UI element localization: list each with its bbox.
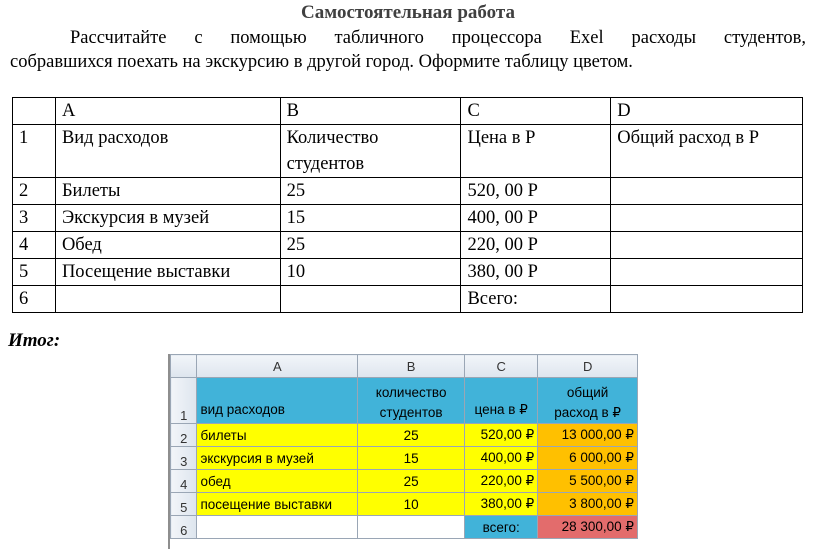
sheet-cell[interactable]: 13 000,00 ₽ (538, 424, 638, 447)
sheet-cell[interactable]: 10 (358, 493, 465, 516)
table-row (13, 286, 803, 313)
sheet-cell[interactable] (538, 378, 638, 424)
result-label: Итог: (8, 330, 61, 351)
column-header-a[interactable]: A (197, 355, 358, 378)
spreadsheet-screenshot (168, 354, 650, 549)
sheet-cell[interactable] (358, 516, 465, 539)
table-row (171, 424, 638, 447)
sheet-cell[interactable]: посещение выставки (197, 493, 358, 516)
table-cell (13, 98, 56, 125)
sheet-cell[interactable]: 380,00 ₽ (465, 493, 538, 516)
total-label-cell[interactable]: всего: (465, 516, 538, 539)
table-cell: 5 (13, 259, 56, 286)
sheet-cell[interactable]: 6 000,00 ₽ (538, 447, 638, 470)
header-text: расход в ₽ (554, 405, 621, 420)
table-cell (280, 286, 461, 313)
table-cell: 520, 00 Р (461, 178, 611, 205)
table-cell: 25 (280, 232, 461, 259)
table-cell: Билеты (55, 178, 280, 205)
table-cell: Экскурсия в музей (55, 205, 280, 232)
table-cell: 380, 00 Р (461, 259, 611, 286)
sheet-cell[interactable]: вид расходов (197, 378, 358, 424)
table-cell (55, 286, 280, 313)
table-cell: Количество студентов (280, 125, 461, 178)
page-title: Самостоятельная работа (301, 2, 515, 23)
table-row (171, 516, 638, 539)
table-cell: 15 (280, 205, 461, 232)
table-cell: 25 (280, 178, 461, 205)
row-header[interactable]: 2 (171, 424, 197, 447)
table-cell: 220, 00 Р (461, 232, 611, 259)
table-cell: A (55, 98, 280, 125)
table-cell: Всего: (461, 286, 611, 313)
task-line-1: Рассчитайте с помощью табличного процессора Exel расходы студентов, (70, 28, 806, 48)
sheet-cell[interactable]: 3 800,00 ₽ (538, 493, 638, 516)
table-row (13, 232, 803, 259)
task-paragraph (10, 26, 806, 74)
sheet-cell[interactable]: 15 (358, 447, 465, 470)
column-header-b[interactable]: B (358, 355, 465, 378)
row-header[interactable]: 5 (171, 493, 197, 516)
table-cell: B (280, 98, 461, 125)
table-cell: 6 (13, 286, 56, 313)
table-cell: Посещение выставки (55, 259, 280, 286)
header-text: количество (375, 385, 447, 400)
row-header[interactable]: 1 (171, 378, 197, 424)
table-cell: Вид расходов (55, 125, 280, 178)
table-cell: 10 (280, 259, 461, 286)
table-row (171, 493, 638, 516)
task-line-2: собравшихся поехать на экскурсию в другой город. Оформите таблицу цветом. (10, 52, 633, 72)
sheet-cell[interactable]: 25 (358, 470, 465, 493)
sheet-cell[interactable]: 220,00 ₽ (465, 470, 538, 493)
table-cell: 1 (13, 125, 56, 178)
row-header[interactable]: 4 (171, 470, 197, 493)
table-cell (611, 259, 803, 286)
table-cell: Общий расход в Р (611, 125, 803, 178)
sheet-cell[interactable]: 5 500,00 ₽ (538, 470, 638, 493)
sheet-cell[interactable] (197, 516, 358, 539)
column-header-c[interactable]: C (465, 355, 538, 378)
row-header[interactable]: 3 (171, 447, 197, 470)
header-text: общий (566, 385, 609, 400)
task-table (12, 97, 803, 313)
table-cell (611, 178, 803, 205)
task-table-header-row (13, 98, 803, 125)
table-cell: 2 (13, 178, 56, 205)
table-cell: 400, 00 Р (461, 205, 611, 232)
table-cell: 3 (13, 205, 56, 232)
sheet-cell[interactable]: обед (197, 470, 358, 493)
column-header-row (171, 355, 638, 378)
select-all-corner[interactable] (171, 355, 197, 378)
table-cell: D (611, 98, 803, 125)
table-cell: Цена в Р (461, 125, 611, 178)
table-row (13, 259, 803, 286)
table-cell: C (461, 98, 611, 125)
column-header-d[interactable]: D (538, 355, 638, 378)
table-cell (611, 286, 803, 313)
sheet-cell[interactable]: билеты (197, 424, 358, 447)
header-text: студентов (379, 405, 443, 420)
table-cell: Обед (55, 232, 280, 259)
sheet-cell[interactable]: 400,00 ₽ (465, 447, 538, 470)
table-row (13, 205, 803, 232)
table-row (171, 447, 638, 470)
sheet-cell[interactable]: 25 (358, 424, 465, 447)
table-row (171, 470, 638, 493)
sheet-cell[interactable]: 520,00 ₽ (465, 424, 538, 447)
spreadsheet-grid (170, 354, 638, 539)
sheet-cell[interactable]: цена в ₽ (465, 378, 538, 424)
table-row (171, 378, 638, 424)
table-cell: 4 (13, 232, 56, 259)
sheet-cell[interactable]: экскурсия в музей (197, 447, 358, 470)
sheet-cell[interactable] (358, 378, 465, 424)
table-row (13, 125, 803, 178)
table-row (13, 178, 803, 205)
table-cell (611, 232, 803, 259)
row-header[interactable]: 6 (171, 516, 197, 539)
total-value-cell[interactable]: 28 300,00 ₽ (538, 516, 638, 539)
table-cell (611, 205, 803, 232)
